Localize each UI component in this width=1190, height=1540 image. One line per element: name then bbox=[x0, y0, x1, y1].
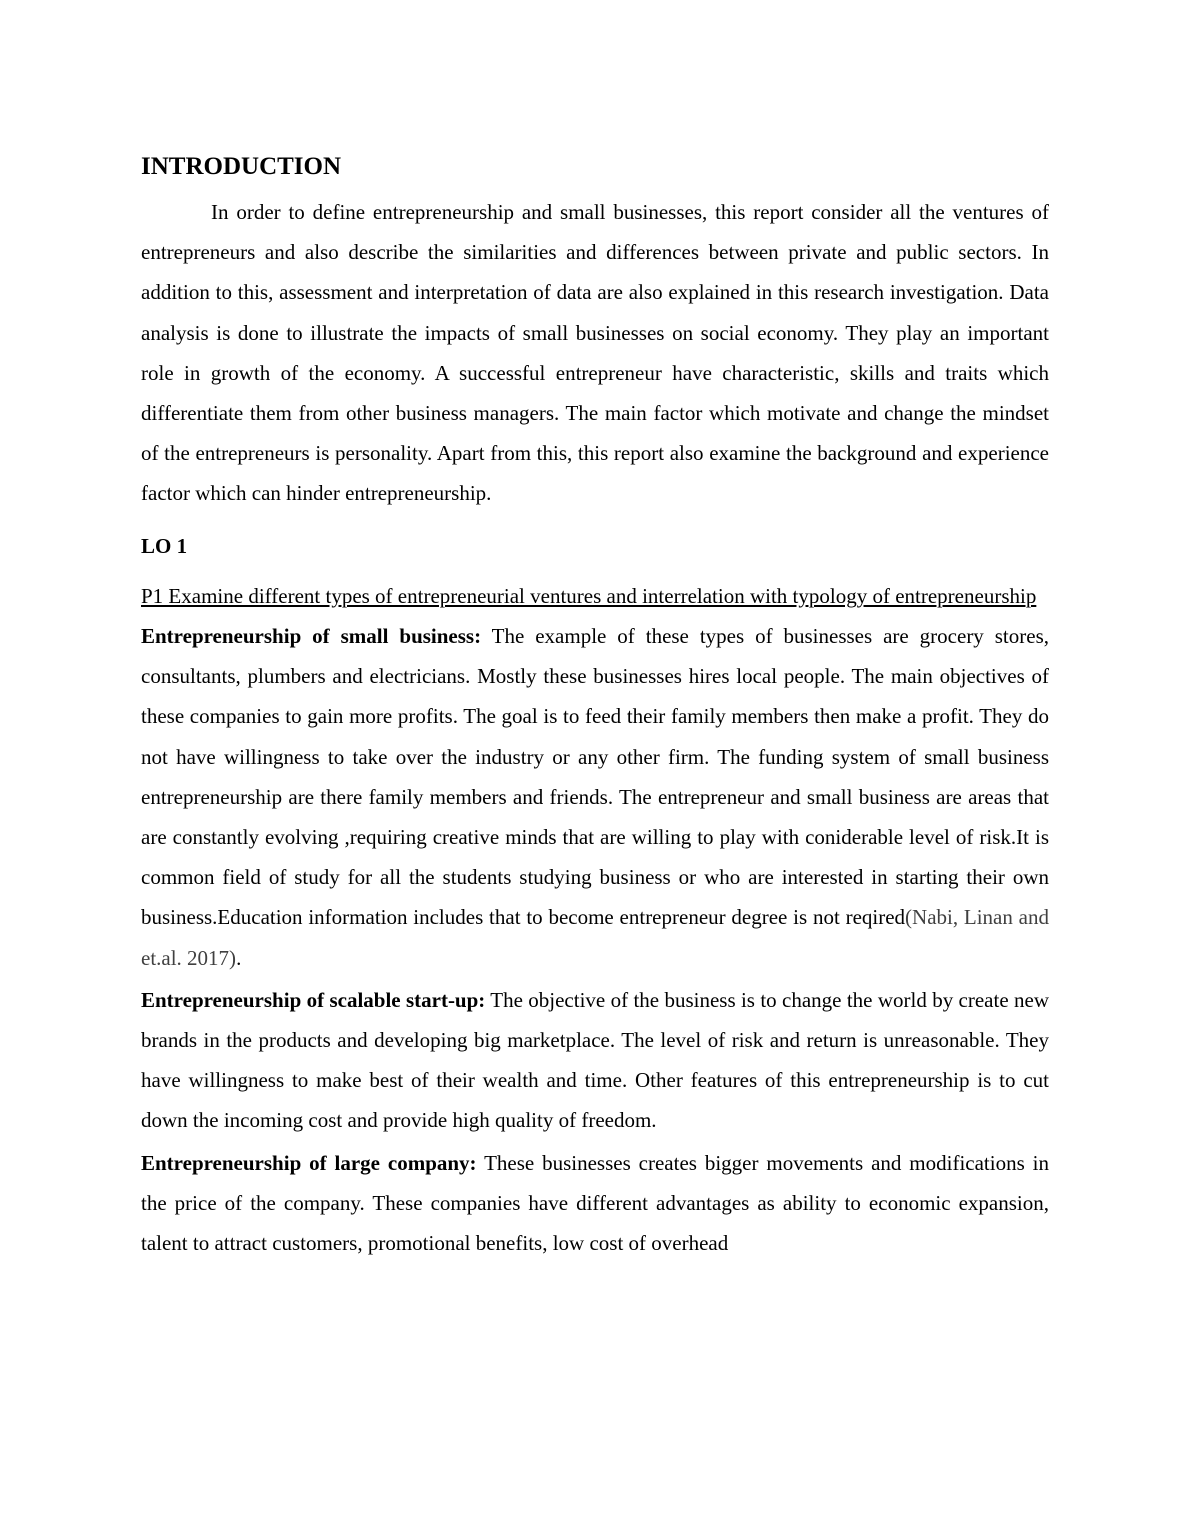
paragraph-title: Entrepreneurship of large company: bbox=[141, 1150, 477, 1175]
paragraph-scalable-startup bbox=[141, 980, 1049, 1141]
citation: (Nabi, Linan and et.al. 2017) bbox=[141, 905, 1049, 970]
paragraph-title: Entrepreneurship of scalable start-up: bbox=[141, 987, 486, 1012]
document-page bbox=[141, 150, 1049, 1263]
intro-paragraph: In order to define entrepreneurship and small businesses, this report consider all the ventures of entrepreneurs and also describe the similarities and differences between private and public sectors. In addition to this, assessment and interpretation of data are also explained in this research investigation. Data analysis is done to illustrate the impacts of small businesses on social economy. They play an important role in growth of the economy. A successful entrepreneur have characteristic, skills and traits which differentiate them from other business managers. The main factor which motivate and change the mindset of the entrepreneurs is personality. Apart from this, this report also examine the background and experience factor which can hinder entrepreneurship. bbox=[141, 200, 1049, 506]
paragraph-title: Entrepreneurship of small business: bbox=[141, 624, 482, 649]
lo-heading: LO 1 bbox=[141, 533, 188, 558]
paragraph-body: The objective of the business is to change the world by create new brands in the products and developing big marketplace. The level of risk and return is unreasonable. They have willingness to make best of their wealth and time. Other features of this entrepreneurship is to cut down the incoming cost and provide high quality of freedom. bbox=[141, 987, 1049, 1133]
paragraph-large-company bbox=[141, 1143, 1049, 1264]
paragraph-end: . bbox=[236, 945, 242, 970]
paragraph-small-business bbox=[141, 616, 1049, 978]
paragraph-body: These businesses creates bigger movements and modifications in the price of the company. These companies have different advantages as ability to economic expansion, talent to attract customers, promotional benefits, low cost of overhead bbox=[141, 1150, 1049, 1256]
p1-heading: P1 Examine different types of entrepreneurial ventures and interrelation with typology of entrepreneurship bbox=[141, 583, 1037, 608]
paragraph-body: The example of these types of businesses are grocery stores, consultants, plumbers and electricians. Mostly these businesses hires local people. The main objectives of these companies to gain more profits. The goal is to feed their family members then make a profit. They do not have willingness to take over the industry or any other firm. The funding system of small business entrepreneurship are there family members and friends. The entrepreneur and small business are areas that are constantly evolving ,requiring creative minds that are willing to play with coniderable level of risk.It is common field of study for all the students studying business or who are interested in starting their own business.Education information includes that to become entrepreneur degree is not reqired bbox=[141, 624, 1049, 930]
section-heading-introduction: INTRODUCTION bbox=[141, 153, 342, 180]
